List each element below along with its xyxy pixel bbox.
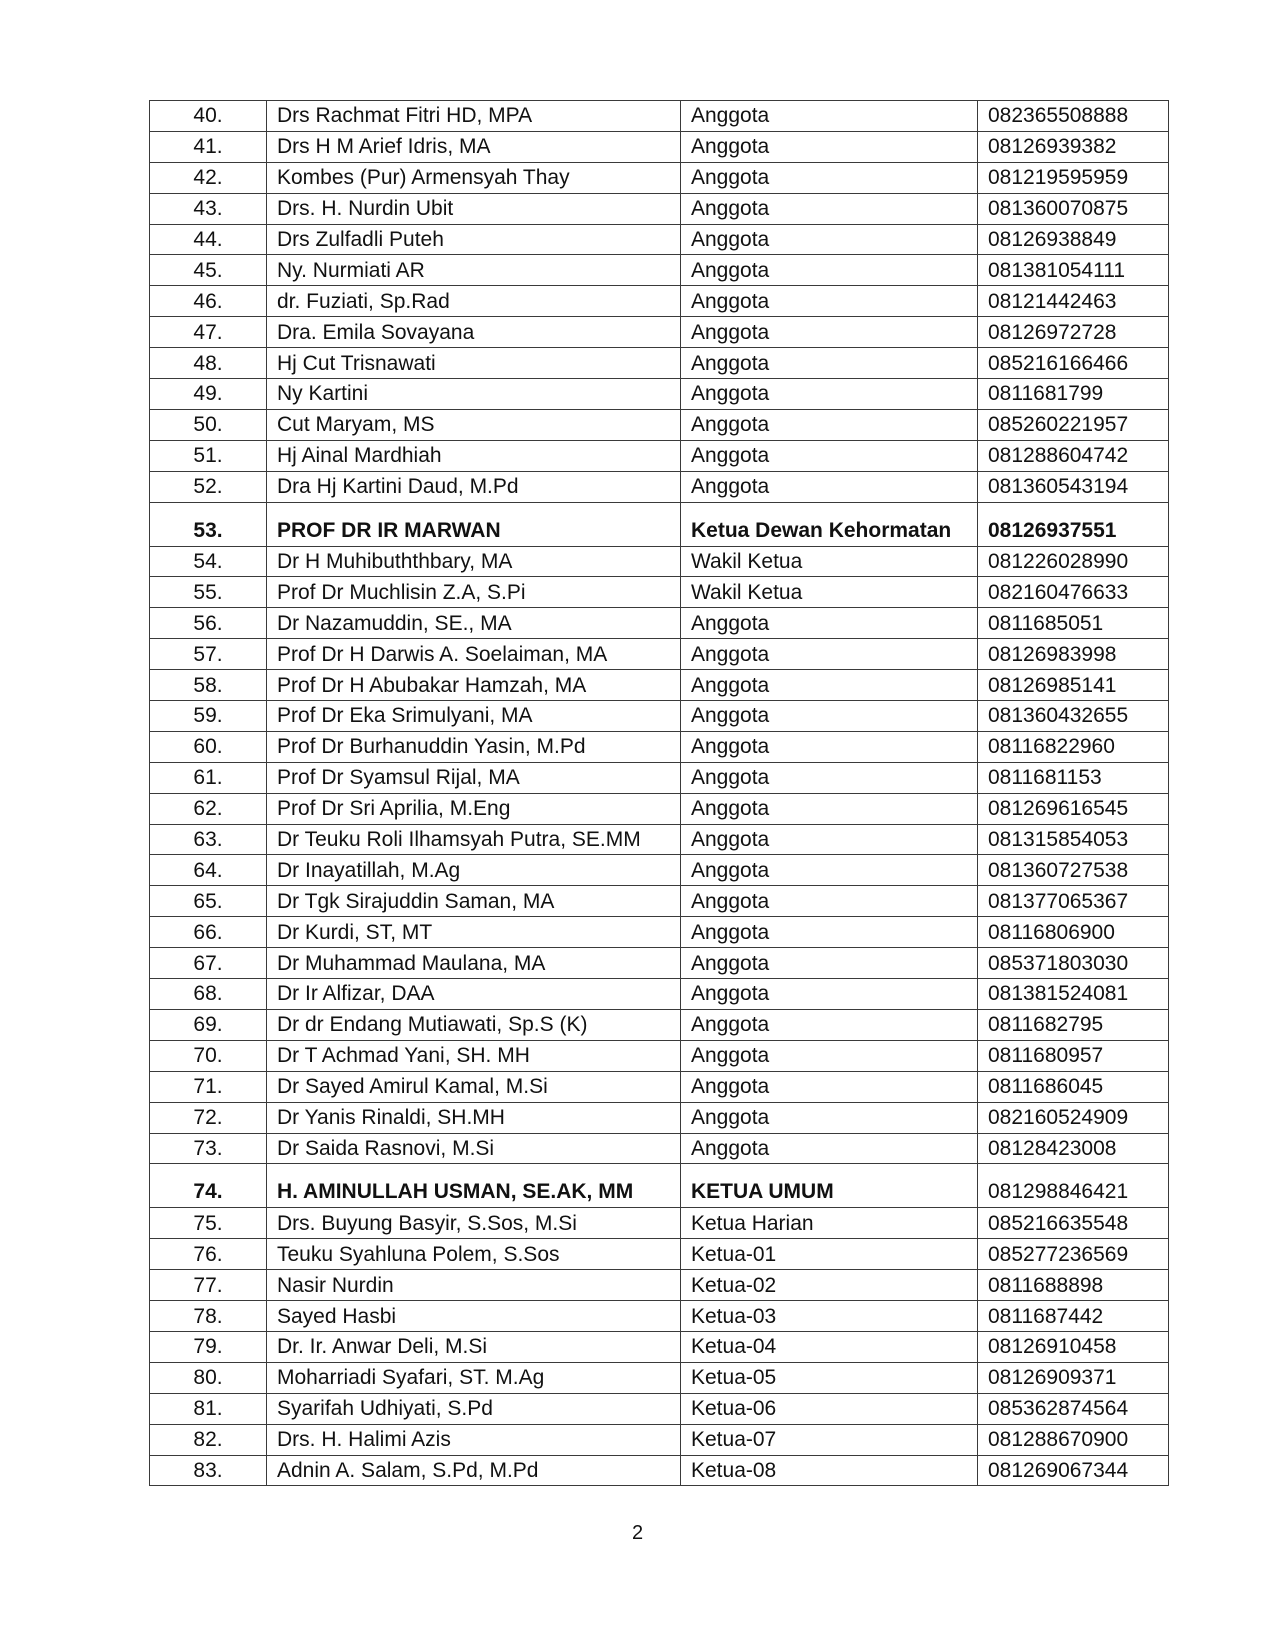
member-name-cell: Sayed Hasbi <box>267 1301 681 1332</box>
row-number-cell: 67. <box>150 948 267 979</box>
position-cell: Anggota <box>681 255 978 286</box>
position-cell: Anggota <box>681 409 978 440</box>
member-name-cell: Prof Dr Eka Srimulyani, MA <box>267 701 681 732</box>
row-number-cell: 71. <box>150 1071 267 1102</box>
position-cell: Anggota <box>681 886 978 917</box>
table-row <box>150 1301 1169 1332</box>
table-row <box>150 348 1169 379</box>
position-cell: Anggota <box>681 162 978 193</box>
row-number-cell: 57. <box>150 639 267 670</box>
table-row <box>150 546 1169 577</box>
row-number-cell: 66. <box>150 917 267 948</box>
row-number-cell: 54. <box>150 546 267 577</box>
row-number-cell: 58. <box>150 670 267 701</box>
row-number-cell: 81. <box>150 1393 267 1424</box>
phone-number-cell: 081315854053 <box>978 824 1169 855</box>
table-row <box>150 440 1169 471</box>
phone-number-cell: 082365508888 <box>978 101 1169 132</box>
member-name-cell: Prof Dr Muchlisin Z.A, S.Pi <box>267 577 681 608</box>
position-cell: Ketua-07 <box>681 1424 978 1455</box>
row-number-cell: 42. <box>150 162 267 193</box>
table-row <box>150 1208 1169 1239</box>
member-name-cell: H. AMINULLAH USMAN, SE.AK, MM <box>267 1164 681 1208</box>
member-name-cell: Ny. Nurmiati AR <box>267 255 681 286</box>
phone-number-cell: 08116806900 <box>978 917 1169 948</box>
row-number-cell: 43. <box>150 193 267 224</box>
member-name-cell: Drs Zulfadli Puteh <box>267 224 681 255</box>
position-cell: Anggota <box>681 824 978 855</box>
phone-number-cell: 0811688898 <box>978 1270 1169 1301</box>
table-row <box>150 670 1169 701</box>
position-cell: Ketua-08 <box>681 1455 978 1486</box>
position-cell: Anggota <box>681 731 978 762</box>
row-number-cell: 77. <box>150 1270 267 1301</box>
table-row <box>150 639 1169 670</box>
phone-number-cell: 085371803030 <box>978 948 1169 979</box>
table-row <box>150 317 1169 348</box>
phone-number-cell: 081219595959 <box>978 162 1169 193</box>
member-name-cell: Dra Hj Kartini Daud, M.Pd <box>267 471 681 502</box>
member-name-cell: Drs. H. Halimi Azis <box>267 1424 681 1455</box>
row-number-cell: 45. <box>150 255 267 286</box>
member-name-cell: Cut Maryam, MS <box>267 409 681 440</box>
phone-number-cell: 085277236569 <box>978 1239 1169 1270</box>
member-name-cell: Drs. Buyung Basyir, S.Sos, M.Si <box>267 1208 681 1239</box>
phone-number-cell: 08126910458 <box>978 1331 1169 1362</box>
table-row <box>150 701 1169 732</box>
row-number-cell: 83. <box>150 1455 267 1486</box>
row-number-cell: 69. <box>150 1009 267 1040</box>
position-cell: Anggota <box>681 1071 978 1102</box>
phone-number-cell: 0811687442 <box>978 1301 1169 1332</box>
row-number-cell: 73. <box>150 1133 267 1164</box>
row-number-cell: 60. <box>150 731 267 762</box>
position-cell: Anggota <box>681 639 978 670</box>
phone-number-cell: 085362874564 <box>978 1393 1169 1424</box>
phone-number-cell: 08126972728 <box>978 317 1169 348</box>
position-cell: Anggota <box>681 762 978 793</box>
table-row <box>150 502 1169 546</box>
position-cell: Anggota <box>681 348 978 379</box>
member-name-cell: PROF DR IR MARWAN <box>267 502 681 546</box>
phone-number-cell: 081288670900 <box>978 1424 1169 1455</box>
phone-number-cell: 081226028990 <box>978 546 1169 577</box>
position-cell: Anggota <box>681 1040 978 1071</box>
member-name-cell: Kombes (Pur) Armensyah Thay <box>267 162 681 193</box>
phone-number-cell: 0811681799 <box>978 379 1169 410</box>
row-number-cell: 76. <box>150 1239 267 1270</box>
member-name-cell: Dr Muhammad Maulana, MA <box>267 948 681 979</box>
table-row <box>150 471 1169 502</box>
position-cell: Ketua-01 <box>681 1239 978 1270</box>
row-number-cell: 80. <box>150 1362 267 1393</box>
row-number-cell: 65. <box>150 886 267 917</box>
row-number-cell: 49. <box>150 379 267 410</box>
position-cell: Ketua Dewan Kehormatan <box>681 502 978 546</box>
row-number-cell: 70. <box>150 1040 267 1071</box>
position-cell: Anggota <box>681 948 978 979</box>
row-number-cell: 68. <box>150 979 267 1010</box>
roster-body <box>150 101 1169 1486</box>
phone-number-cell: 08121442463 <box>978 286 1169 317</box>
table-row <box>150 1362 1169 1393</box>
member-name-cell: Prof Dr Syamsul Rijal, MA <box>267 762 681 793</box>
member-name-cell: Dr Kurdi, ST, MT <box>267 917 681 948</box>
table-row <box>150 409 1169 440</box>
position-cell: Wakil Ketua <box>681 546 978 577</box>
phone-number-cell: 081381524081 <box>978 979 1169 1010</box>
member-name-cell: Ny Kartini <box>267 379 681 410</box>
table-row <box>150 1071 1169 1102</box>
row-number-cell: 64. <box>150 855 267 886</box>
position-cell: Anggota <box>681 701 978 732</box>
member-name-cell: Prof Dr Burhanuddin Yasin, M.Pd <box>267 731 681 762</box>
member-name-cell: Prof Dr H Darwis A. Soelaiman, MA <box>267 639 681 670</box>
position-cell: Anggota <box>681 131 978 162</box>
table-row <box>150 286 1169 317</box>
phone-number-cell: 0811681153 <box>978 762 1169 793</box>
table-row <box>150 131 1169 162</box>
member-name-cell: Moharriadi Syafari, ST. M.Ag <box>267 1362 681 1393</box>
table-row <box>150 1133 1169 1164</box>
phone-number-cell: 081377065367 <box>978 886 1169 917</box>
table-row <box>150 793 1169 824</box>
table-row <box>150 824 1169 855</box>
row-number-cell: 72. <box>150 1102 267 1133</box>
table-row <box>150 886 1169 917</box>
phone-number-cell: 081269067344 <box>978 1455 1169 1486</box>
phone-number-cell: 082160524909 <box>978 1102 1169 1133</box>
position-cell: Anggota <box>681 440 978 471</box>
table-row <box>150 917 1169 948</box>
position-cell: Anggota <box>681 793 978 824</box>
position-cell: Ketua-02 <box>681 1270 978 1301</box>
member-name-cell: Dra. Emila Sovayana <box>267 317 681 348</box>
member-name-cell: Drs Rachmat Fitri HD, MPA <box>267 101 681 132</box>
table-row <box>150 1102 1169 1133</box>
row-number-cell: 40. <box>150 101 267 132</box>
member-name-cell: Dr Inayatillah, M.Ag <box>267 855 681 886</box>
phone-number-cell: 081360070875 <box>978 193 1169 224</box>
position-cell: Anggota <box>681 608 978 639</box>
member-name-cell: Dr. Ir. Anwar Deli, M.Si <box>267 1331 681 1362</box>
phone-number-cell: 0811685051 <box>978 608 1169 639</box>
position-cell: Anggota <box>681 1133 978 1164</box>
table-row <box>150 224 1169 255</box>
row-number-cell: 41. <box>150 131 267 162</box>
phone-number-cell: 081381054111 <box>978 255 1169 286</box>
row-number-cell: 63. <box>150 824 267 855</box>
position-cell: Anggota <box>681 286 978 317</box>
phone-number-cell: 085216166466 <box>978 348 1169 379</box>
position-cell: Anggota <box>681 979 978 1010</box>
position-cell: Ketua-03 <box>681 1301 978 1332</box>
table-row <box>150 608 1169 639</box>
row-number-cell: 74. <box>150 1164 267 1208</box>
table-row <box>150 1424 1169 1455</box>
position-cell: Anggota <box>681 101 978 132</box>
table-row <box>150 979 1169 1010</box>
member-name-cell: Drs. H. Nurdin Ubit <box>267 193 681 224</box>
phone-number-cell: 0811680957 <box>978 1040 1169 1071</box>
phone-number-cell: 085216635548 <box>978 1208 1169 1239</box>
phone-number-cell: 08126938849 <box>978 224 1169 255</box>
row-number-cell: 48. <box>150 348 267 379</box>
position-cell: Anggota <box>681 1102 978 1133</box>
phone-number-cell: 082160476633 <box>978 577 1169 608</box>
position-cell: Ketua-05 <box>681 1362 978 1393</box>
member-roster-table <box>149 100 1169 1486</box>
row-number-cell: 78. <box>150 1301 267 1332</box>
table-row <box>150 1270 1169 1301</box>
table-row <box>150 948 1169 979</box>
row-number-cell: 46. <box>150 286 267 317</box>
table-row <box>150 855 1169 886</box>
member-name-cell: Dr Ir Alfizar, DAA <box>267 979 681 1010</box>
phone-number-cell: 08126983998 <box>978 639 1169 670</box>
table-row <box>150 193 1169 224</box>
phone-number-cell: 081288604742 <box>978 440 1169 471</box>
table-row <box>150 1455 1169 1486</box>
member-name-cell: Hj Cut Trisnawati <box>267 348 681 379</box>
phone-number-cell: 0811682795 <box>978 1009 1169 1040</box>
row-number-cell: 52. <box>150 471 267 502</box>
member-name-cell: Dr Saida Rasnovi, M.Si <box>267 1133 681 1164</box>
row-number-cell: 75. <box>150 1208 267 1239</box>
position-cell: Anggota <box>681 855 978 886</box>
row-number-cell: 53. <box>150 502 267 546</box>
phone-number-cell: 081269616545 <box>978 793 1169 824</box>
table-row <box>150 731 1169 762</box>
table-row <box>150 1393 1169 1424</box>
table-row <box>150 255 1169 286</box>
position-cell: Ketua-06 <box>681 1393 978 1424</box>
row-number-cell: 55. <box>150 577 267 608</box>
position-cell: Ketua-04 <box>681 1331 978 1362</box>
member-name-cell: Teuku Syahluna Polem, S.Sos <box>267 1239 681 1270</box>
table-row <box>150 1164 1169 1208</box>
position-cell: Anggota <box>681 1009 978 1040</box>
table-row <box>150 1239 1169 1270</box>
member-name-cell: Prof Dr Sri Aprilia, M.Eng <box>267 793 681 824</box>
member-name-cell: dr. Fuziati, Sp.Rad <box>267 286 681 317</box>
phone-number-cell: 08128423008 <box>978 1133 1169 1164</box>
page-number: 2 <box>631 1522 644 1544</box>
member-name-cell: Dr Sayed Amirul Kamal, M.Si <box>267 1071 681 1102</box>
position-cell: Anggota <box>681 670 978 701</box>
phone-number-cell: 08126909371 <box>978 1362 1169 1393</box>
member-name-cell: Nasir Nurdin <box>267 1270 681 1301</box>
position-cell: Anggota <box>681 224 978 255</box>
phone-number-cell: 08126985141 <box>978 670 1169 701</box>
table-row <box>150 1331 1169 1362</box>
position-cell: Anggota <box>681 193 978 224</box>
member-name-cell: Dr T Achmad Yani, SH. MH <box>267 1040 681 1071</box>
phone-number-cell: 08116822960 <box>978 731 1169 762</box>
member-name-cell: Drs H M Arief Idris, MA <box>267 131 681 162</box>
table-row <box>150 577 1169 608</box>
table-row <box>150 101 1169 132</box>
phone-number-cell: 085260221957 <box>978 409 1169 440</box>
row-number-cell: 61. <box>150 762 267 793</box>
position-cell: Anggota <box>681 317 978 348</box>
row-number-cell: 56. <box>150 608 267 639</box>
phone-number-cell: 081360543194 <box>978 471 1169 502</box>
member-name-cell: Hj Ainal Mardhiah <box>267 440 681 471</box>
member-name-cell: Dr H Muhibuththbary, MA <box>267 546 681 577</box>
member-name-cell: Prof Dr H Abubakar Hamzah, MA <box>267 670 681 701</box>
member-name-cell: Dr dr Endang Mutiawati, Sp.S (K) <box>267 1009 681 1040</box>
row-number-cell: 47. <box>150 317 267 348</box>
position-cell: Wakil Ketua <box>681 577 978 608</box>
phone-number-cell: 08126939382 <box>978 131 1169 162</box>
member-name-cell: Adnin A. Salam, S.Pd, M.Pd <box>267 1455 681 1486</box>
position-cell: Anggota <box>681 471 978 502</box>
row-number-cell: 79. <box>150 1331 267 1362</box>
table-row <box>150 162 1169 193</box>
position-cell: Anggota <box>681 917 978 948</box>
position-cell: KETUA UMUM <box>681 1164 978 1208</box>
member-name-cell: Dr Tgk Sirajuddin Saman, MA <box>267 886 681 917</box>
phone-number-cell: 08126937551 <box>978 502 1169 546</box>
position-cell: Ketua Harian <box>681 1208 978 1239</box>
table-row <box>150 1040 1169 1071</box>
position-cell: Anggota <box>681 379 978 410</box>
phone-number-cell: 0811686045 <box>978 1071 1169 1102</box>
table-row <box>150 762 1169 793</box>
member-name-cell: Syarifah Udhiyati, S.Pd <box>267 1393 681 1424</box>
row-number-cell: 59. <box>150 701 267 732</box>
phone-number-cell: 081360432655 <box>978 701 1169 732</box>
table-row <box>150 1009 1169 1040</box>
row-number-cell: 44. <box>150 224 267 255</box>
member-name-cell: Dr Nazamuddin, SE., MA <box>267 608 681 639</box>
member-name-cell: Dr Teuku Roli Ilhamsyah Putra, SE.MM <box>267 824 681 855</box>
row-number-cell: 62. <box>150 793 267 824</box>
row-number-cell: 51. <box>150 440 267 471</box>
table-row <box>150 379 1169 410</box>
row-number-cell: 82. <box>150 1424 267 1455</box>
row-number-cell: 50. <box>150 409 267 440</box>
phone-number-cell: 081298846421 <box>978 1164 1169 1208</box>
phone-number-cell: 081360727538 <box>978 855 1169 886</box>
member-name-cell: Dr Yanis Rinaldi, SH.MH <box>267 1102 681 1133</box>
